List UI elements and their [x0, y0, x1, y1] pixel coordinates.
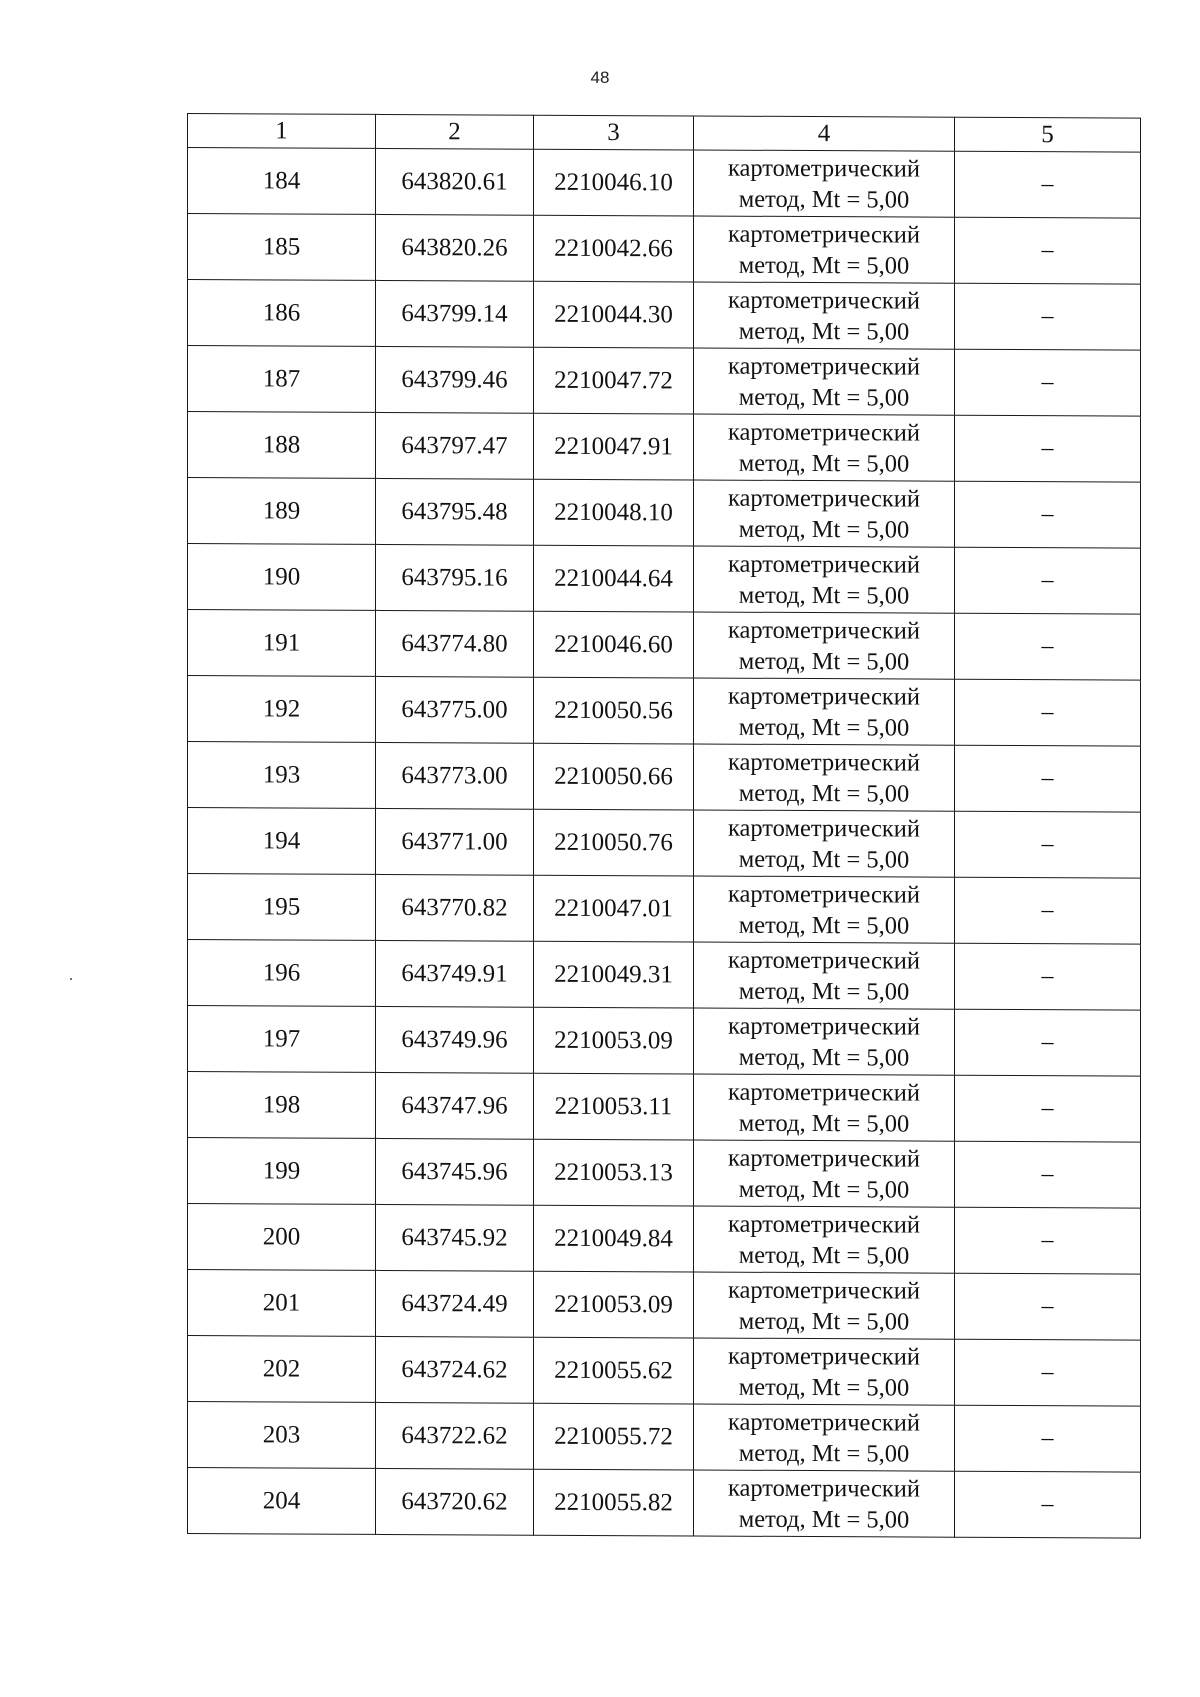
y-coordinate-cell: 2210055.72	[534, 1403, 694, 1470]
method-line-1: картометрический	[727, 550, 921, 579]
y-coordinate-cell: 2210050.66	[534, 743, 694, 810]
note-cell: –	[955, 613, 1141, 680]
y-coordinate-cell: 2210055.82	[534, 1469, 694, 1536]
method-line-2: метод, Mt = 5,00	[738, 911, 910, 940]
note-cell: –	[955, 415, 1141, 482]
table-row	[188, 280, 1141, 351]
coordinates-table-container	[187, 113, 1140, 1539]
method-line-2: метод, Mt = 5,00	[738, 647, 910, 676]
method-line-2: метод, Mt = 5,00	[738, 845, 910, 874]
point-number-cell: 184	[188, 148, 376, 215]
method-cell	[694, 942, 955, 1009]
y-coordinate-cell: 2210042.66	[534, 215, 694, 282]
x-coordinate-cell: 643745.92	[376, 1204, 534, 1271]
method-cell	[694, 1008, 955, 1075]
method-cell	[694, 810, 955, 877]
method-line-1: картометрический	[727, 1276, 921, 1305]
table-row	[188, 148, 1141, 219]
method-line-2: метод, Mt = 5,00	[738, 1109, 910, 1138]
note-cell: –	[955, 1339, 1141, 1406]
x-coordinate-cell: 643749.96	[376, 1006, 534, 1073]
table-row	[188, 412, 1141, 483]
note-cell: –	[955, 943, 1141, 1010]
note-cell: –	[955, 547, 1141, 614]
header-col-2: 2	[376, 114, 534, 149]
x-coordinate-cell: 643799.46	[376, 346, 534, 413]
method-line-1: картометрический	[727, 1144, 921, 1173]
note-cell: –	[955, 283, 1141, 350]
method-cell	[694, 414, 955, 481]
table-row	[188, 1270, 1141, 1341]
point-number-cell: 201	[188, 1270, 376, 1337]
note-cell: –	[955, 481, 1141, 548]
x-coordinate-cell: 643720.62	[376, 1468, 534, 1535]
method-line-1: картометрический	[727, 946, 921, 975]
note-cell: –	[955, 745, 1141, 812]
method-line-1: картометрический	[727, 1210, 921, 1239]
y-coordinate-cell: 2210047.91	[534, 413, 694, 480]
table-row	[188, 214, 1141, 285]
y-coordinate-cell: 2210053.09	[534, 1007, 694, 1074]
method-cell	[694, 216, 955, 283]
method-line-1: картометрический	[727, 1474, 921, 1503]
note-cell: –	[955, 1009, 1141, 1076]
note-cell: –	[955, 811, 1141, 878]
x-coordinate-cell: 643771.00	[376, 808, 534, 875]
x-coordinate-cell: 643724.62	[376, 1336, 534, 1403]
method-line-2: метод, Mt = 5,00	[738, 317, 910, 346]
table-row	[188, 1006, 1141, 1077]
method-line-1: картометрический	[727, 748, 921, 777]
point-number-cell: 196	[188, 940, 376, 1007]
table-row	[188, 1336, 1141, 1407]
note-cell: –	[955, 1405, 1141, 1472]
note-cell: –	[955, 1471, 1141, 1538]
point-number-cell: 202	[188, 1336, 376, 1403]
table-body	[188, 148, 1141, 1539]
point-number-cell: 190	[188, 544, 376, 611]
header-col-3: 3	[534, 115, 694, 150]
method-cell	[694, 678, 955, 745]
method-line-2: метод, Mt = 5,00	[738, 383, 910, 412]
y-coordinate-cell: 2210048.10	[534, 479, 694, 546]
note-cell: –	[955, 1207, 1141, 1274]
point-number-cell: 187	[188, 346, 376, 413]
method-cell	[694, 1470, 955, 1537]
method-line-2: метод, Mt = 5,00	[738, 515, 910, 544]
x-coordinate-cell: 643774.80	[376, 610, 534, 677]
method-line-1: картометрический	[727, 418, 921, 447]
header-row	[188, 114, 1141, 153]
method-line-1: картометрический	[727, 154, 921, 183]
method-line-2: метод, Mt = 5,00	[738, 581, 910, 610]
x-coordinate-cell: 643722.62	[376, 1402, 534, 1469]
point-number-cell: 200	[188, 1204, 376, 1271]
table-row	[188, 1204, 1141, 1275]
method-cell	[694, 1404, 955, 1471]
method-line-1: картометрический	[727, 286, 921, 315]
note-cell: –	[955, 217, 1141, 284]
table-row	[188, 1072, 1141, 1143]
header-col-1: 1	[188, 114, 376, 149]
note-cell: –	[955, 679, 1141, 746]
method-cell	[694, 1206, 955, 1273]
x-coordinate-cell: 643795.48	[376, 478, 534, 545]
point-number-cell: 192	[188, 676, 376, 743]
point-number-cell: 195	[188, 874, 376, 941]
method-line-2: метод, Mt = 5,00	[738, 1373, 910, 1402]
method-cell	[694, 1074, 955, 1141]
y-coordinate-cell: 2210047.01	[534, 875, 694, 942]
y-coordinate-cell: 2210044.64	[534, 545, 694, 612]
method-line-2: метод, Mt = 5,00	[738, 1307, 910, 1336]
method-line-2: метод, Mt = 5,00	[738, 779, 910, 808]
x-coordinate-cell: 643799.14	[376, 280, 534, 347]
method-line-2: метод, Mt = 5,00	[738, 1043, 910, 1072]
method-line-2: метод, Mt = 5,00	[738, 1505, 910, 1534]
method-line-1: картометрический	[727, 1012, 921, 1041]
method-line-2: метод, Mt = 5,00	[738, 449, 910, 478]
method-line-2: метод, Mt = 5,00	[738, 1175, 910, 1204]
y-coordinate-cell: 2210044.30	[534, 281, 694, 348]
scan-speck	[70, 978, 72, 980]
point-number-cell: 193	[188, 742, 376, 809]
table-row	[188, 346, 1141, 417]
method-cell	[694, 744, 955, 811]
method-line-2: метод, Mt = 5,00	[738, 251, 910, 280]
y-coordinate-cell: 2210053.13	[534, 1139, 694, 1206]
method-cell	[694, 282, 955, 349]
y-coordinate-cell: 2210049.84	[534, 1205, 694, 1272]
point-number-cell: 204	[188, 1468, 376, 1535]
method-line-1: картометрический	[727, 1078, 921, 1107]
y-coordinate-cell: 2210053.09	[534, 1271, 694, 1338]
point-number-cell: 186	[188, 280, 376, 347]
header-col-4: 4	[694, 116, 955, 151]
point-number-cell: 197	[188, 1006, 376, 1073]
note-cell: –	[955, 349, 1141, 416]
method-cell	[694, 612, 955, 679]
x-coordinate-cell: 643775.00	[376, 676, 534, 743]
note-cell: –	[955, 1141, 1141, 1208]
table-row	[188, 1402, 1141, 1473]
table-row	[188, 808, 1141, 879]
method-cell	[694, 150, 955, 217]
method-line-1: картометрический	[727, 1408, 921, 1437]
y-coordinate-cell: 2210055.62	[534, 1337, 694, 1404]
table-row	[188, 610, 1141, 681]
y-coordinate-cell: 2210047.72	[534, 347, 694, 414]
y-coordinate-cell: 2210049.31	[534, 941, 694, 1008]
table-row	[188, 544, 1141, 615]
table-row	[188, 742, 1141, 813]
method-line-1: картометрический	[727, 682, 921, 711]
method-cell	[694, 348, 955, 415]
method-cell	[694, 546, 955, 613]
method-line-2: метод, Mt = 5,00	[738, 713, 910, 742]
table-row	[188, 676, 1141, 747]
method-line-1: картометрический	[727, 484, 921, 513]
method-line-1: картометрический	[727, 616, 921, 645]
note-cell: –	[955, 1273, 1141, 1340]
table-row	[188, 940, 1141, 1011]
method-cell	[694, 1140, 955, 1207]
method-cell	[694, 1272, 955, 1339]
x-coordinate-cell: 643795.16	[376, 544, 534, 611]
note-cell: –	[955, 151, 1141, 218]
y-coordinate-cell: 2210050.76	[534, 809, 694, 876]
point-number-cell: 199	[188, 1138, 376, 1205]
table-row	[188, 1468, 1141, 1539]
y-coordinate-cell: 2210050.56	[534, 677, 694, 744]
method-line-2: метод, Mt = 5,00	[738, 1439, 910, 1468]
method-cell	[694, 876, 955, 943]
x-coordinate-cell: 643770.82	[376, 874, 534, 941]
y-coordinate-cell: 2210046.60	[534, 611, 694, 678]
method-line-2: метод, Mt = 5,00	[738, 977, 910, 1006]
x-coordinate-cell: 643820.26	[376, 214, 534, 281]
point-number-cell: 191	[188, 610, 376, 677]
method-line-2: метод, Mt = 5,00	[738, 185, 910, 214]
method-line-1: картометрический	[727, 814, 921, 843]
method-line-1: картометрический	[727, 1342, 921, 1371]
page-number: 48	[590, 68, 610, 87]
x-coordinate-cell: 643745.96	[376, 1138, 534, 1205]
point-number-cell: 203	[188, 1402, 376, 1469]
x-coordinate-cell: 643747.96	[376, 1072, 534, 1139]
x-coordinate-cell: 643749.91	[376, 940, 534, 1007]
table-row	[188, 874, 1141, 945]
point-number-cell: 194	[188, 808, 376, 875]
table-row	[188, 478, 1141, 549]
y-coordinate-cell: 2210046.10	[534, 149, 694, 216]
x-coordinate-cell: 643820.61	[376, 148, 534, 215]
method-cell	[694, 1338, 955, 1405]
method-line-1: картометрический	[727, 220, 921, 249]
point-number-cell: 189	[188, 478, 376, 545]
x-coordinate-cell: 643797.47	[376, 412, 534, 479]
point-number-cell: 198	[188, 1072, 376, 1139]
method-line-2: метод, Mt = 5,00	[738, 1241, 910, 1270]
method-line-1: картометрический	[727, 352, 921, 381]
point-number-cell: 185	[188, 214, 376, 281]
x-coordinate-cell: 643773.00	[376, 742, 534, 809]
y-coordinate-cell: 2210053.11	[534, 1073, 694, 1140]
point-number-cell: 188	[188, 412, 376, 479]
note-cell: –	[955, 877, 1141, 944]
table-row	[188, 1138, 1141, 1209]
method-line-1: картометрический	[727, 880, 921, 909]
note-cell: –	[955, 1075, 1141, 1142]
method-cell	[694, 480, 955, 547]
header-col-5: 5	[955, 117, 1141, 152]
coordinates-table	[187, 113, 1141, 1539]
x-coordinate-cell: 643724.49	[376, 1270, 534, 1337]
